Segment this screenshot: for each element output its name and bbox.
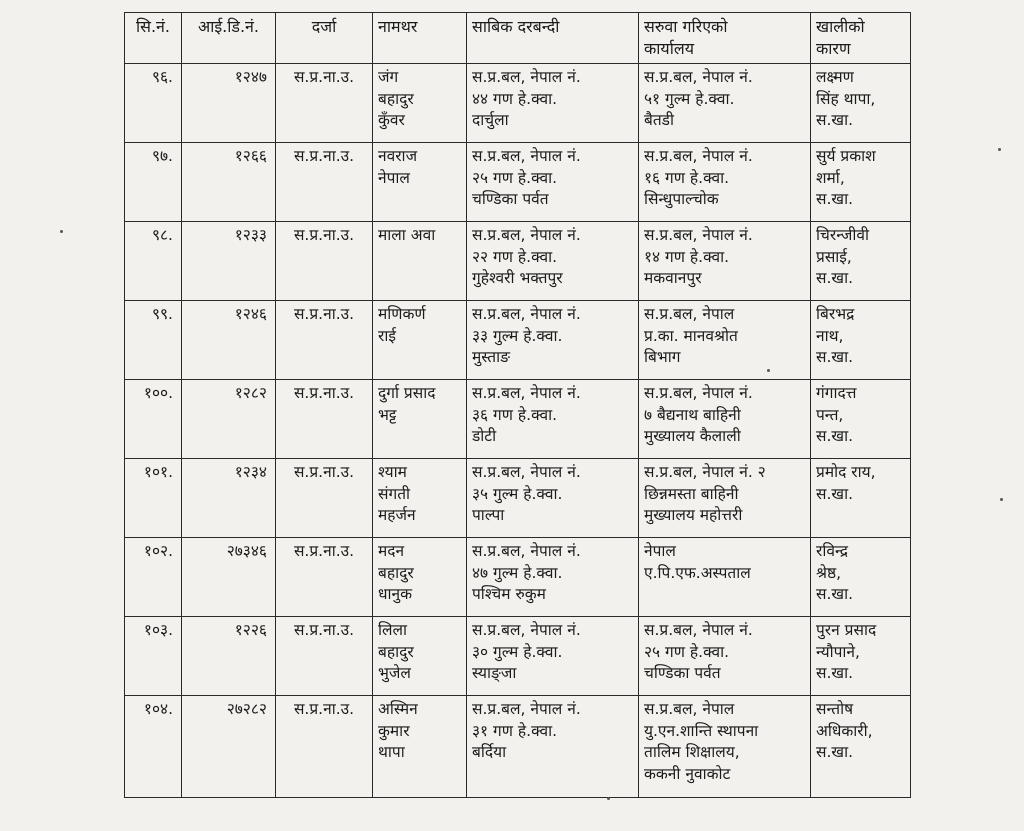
cell-text-line: सन्तोष <box>816 700 854 718</box>
cell-name <box>373 222 467 301</box>
transfer-table <box>124 12 911 798</box>
header-text-line: आई.डि.नं. <box>197 17 260 36</box>
cell-text-line: बहादुर <box>378 89 414 108</box>
cell-transferred-office <box>639 143 811 222</box>
cell-text-line: तालिम शिक्षालय, <box>644 743 740 761</box>
cell-text-line: प्रमोद राय, <box>816 463 876 481</box>
cell-text-line: स.प्र.बल, नेपाल नं. <box>472 147 581 165</box>
table-row <box>125 380 911 459</box>
cell-text-line: मुख्यालय महोत्तरी <box>644 506 743 524</box>
scan-speck <box>998 148 1001 151</box>
cell-text-line: स.खा. <box>816 484 854 503</box>
header-text-line: सरुवा गरिएको <box>644 17 728 36</box>
cell-text-line: स.प्र.बल, नेपाल नं. <box>644 226 753 244</box>
cell-name <box>373 617 467 696</box>
cell-text-line: ककनी नुवाकोट <box>644 764 731 783</box>
cell-text-line: स.प्र.बल, नेपाल नं. <box>472 700 581 718</box>
cell-text-line: चण्डिका पर्वत <box>472 190 549 208</box>
cell-serial-number: ९६. <box>125 64 182 143</box>
cell-text-line: मुस्ताङ <box>472 348 511 366</box>
cell-text-line: स्याङ्जा <box>472 664 517 682</box>
table-row <box>125 301 911 380</box>
cell-text-line: स.प्र.बल, नेपाल नं. <box>644 147 753 165</box>
cell-text-line: गुहेश्वरी भक्तपुर <box>472 269 563 287</box>
cell-text-line: नवराज <box>378 147 418 165</box>
cell-text-line: स.प्र.बल, नेपाल नं. <box>472 463 581 481</box>
cell-rank: स.प्र.ना.उ. <box>276 696 373 798</box>
cell-text-line: स.प्र.बल, नेपाल नं. <box>644 384 753 402</box>
cell-text-line: स.प्र.बल, नेपाल <box>644 700 735 718</box>
cell-text-line: मुख्यालय कैलाली <box>644 427 741 445</box>
cell-text-line: प्रसाई, <box>816 247 852 266</box>
header-text-line: दर्जा <box>311 17 337 36</box>
cell-previous-post <box>467 696 639 798</box>
cell-text-line: भट्ट <box>378 405 397 424</box>
cell-text-line: स.खा. <box>816 743 854 761</box>
table-row <box>125 222 911 301</box>
cell-text-line: ३३ गुल्म हे.क्वा. <box>472 326 563 345</box>
cell-text-line: कुमार <box>378 721 410 740</box>
cell-text-line: डोटी <box>472 427 497 445</box>
scan-speck <box>767 369 770 372</box>
cell-text-line: ३५ गुल्म हे.क्वा. <box>472 484 563 503</box>
cell-text-line: ४४ गण हे.क्वा. <box>472 89 558 108</box>
cell-serial-number: ९८. <box>125 222 182 301</box>
header-vacancy-reason <box>811 13 911 64</box>
cell-serial-number: १०४. <box>125 696 182 798</box>
cell-name <box>373 143 467 222</box>
cell-text-line: नाथ, <box>816 326 844 345</box>
cell-text-line: जंग <box>378 68 399 86</box>
cell-text-line: महर्जन <box>378 506 416 524</box>
cell-text-line: पन्त, <box>816 405 844 424</box>
cell-text-line: स.खा. <box>816 664 854 682</box>
cell-text-line: धानुक <box>378 585 413 603</box>
cell-text-line: स.प्र.बल, नेपाल नं. <box>472 68 581 86</box>
cell-text-line: अस्मिन <box>378 700 418 718</box>
cell-id-number: १२२६ <box>182 617 276 696</box>
cell-serial-number: १०२. <box>125 538 182 617</box>
cell-text-line: स.प्र.बल, नेपाल नं. <box>644 621 753 639</box>
cell-text-line: स.खा. <box>816 427 854 445</box>
table-header-row <box>125 13 911 64</box>
scan-speck <box>1000 498 1003 501</box>
cell-text-line: न्यौपाने, <box>816 642 860 661</box>
header-transferred-office <box>639 13 811 64</box>
cell-rank: स.प्र.ना.उ. <box>276 143 373 222</box>
cell-id-number: २७३४६ <box>182 538 276 617</box>
cell-name <box>373 380 467 459</box>
cell-text-line: बिभाग <box>644 348 681 366</box>
cell-vacancy-reason <box>811 222 911 301</box>
cell-text-line: स.खा. <box>816 269 854 287</box>
cell-rank: स.प्र.ना.उ. <box>276 301 373 380</box>
cell-text-line: माला अवा <box>378 226 436 244</box>
cell-text-line: नेपाल <box>378 168 410 187</box>
cell-serial-number: ९७. <box>125 143 182 222</box>
table-row <box>125 143 911 222</box>
cell-transferred-office <box>639 459 811 538</box>
header-text-line: खालीको <box>816 17 865 36</box>
header-text-line: साबिक दरबन्दी <box>472 17 560 36</box>
cell-name <box>373 301 467 380</box>
cell-text-line: मदन <box>378 542 405 560</box>
cell-text-line: स.प्र.बल, नेपाल नं. <box>472 305 581 323</box>
cell-vacancy-reason <box>811 459 911 538</box>
cell-text-line: लक्ष्मण <box>816 68 854 86</box>
cell-text-line: रविन्द्र <box>816 542 848 560</box>
cell-id-number: १२८२ <box>182 380 276 459</box>
cell-previous-post <box>467 459 639 538</box>
header-text-line: नामथर <box>378 17 418 36</box>
cell-serial-number: १०१. <box>125 459 182 538</box>
cell-id-number: २७२८२ <box>182 696 276 798</box>
cell-transferred-office <box>639 380 811 459</box>
cell-rank: स.प्र.ना.उ. <box>276 64 373 143</box>
cell-text-line: चिरन्जीवी <box>816 226 869 244</box>
cell-text-line: स.प्र.बल, नेपाल नं. २ <box>644 463 766 481</box>
cell-name <box>373 696 467 798</box>
cell-text-line: गंगादत्त <box>816 384 857 402</box>
cell-id-number: १२३४ <box>182 459 276 538</box>
cell-text-line: स.प्र.बल, नेपाल नं. <box>644 68 753 86</box>
cell-text-line: २५ गण हे.क्वा. <box>644 642 730 661</box>
cell-transferred-office <box>639 301 811 380</box>
cell-text-line: नेपाल <box>644 542 676 560</box>
header-text-line: कार्यालय <box>644 38 694 58</box>
cell-text-line: दार्चुला <box>472 111 509 129</box>
cell-text-line: २५ गण हे.क्वा. <box>472 168 558 187</box>
cell-text-line: ३६ गण हे.क्वा. <box>472 405 558 424</box>
header-rank <box>276 13 373 64</box>
cell-id-number: १२४६ <box>182 301 276 380</box>
cell-text-line: बहादुर <box>378 563 414 582</box>
cell-text-line: पाल्पा <box>472 506 505 524</box>
table-row <box>125 617 911 696</box>
cell-text-line: ४७ गुल्म हे.क्वा. <box>472 563 563 582</box>
cell-name <box>373 538 467 617</box>
cell-text-line: सुर्य प्रकाश <box>816 147 876 165</box>
table-row <box>125 64 911 143</box>
cell-vacancy-reason <box>811 617 911 696</box>
cell-rank: स.प्र.ना.उ. <box>276 459 373 538</box>
cell-text-line: ७ बैद्यनाथ बाहिनी <box>644 405 741 424</box>
cell-text-line: छिन्नमस्ता बाहिनी <box>644 484 739 503</box>
scan-speck <box>607 797 610 800</box>
cell-text-line: सिंह थापा, <box>816 89 876 108</box>
cell-text-line: स.प्र.बल, नेपाल नं. <box>472 226 581 244</box>
cell-vacancy-reason <box>811 380 911 459</box>
cell-rank: स.प्र.ना.उ. <box>276 380 373 459</box>
cell-text-line: दुर्गा प्रसाद <box>378 384 436 402</box>
cell-id-number: १२३३ <box>182 222 276 301</box>
cell-text-line: चण्डिका पर्वत <box>644 664 721 682</box>
scan-speck <box>60 230 63 233</box>
cell-text-line: स.खा. <box>816 111 854 129</box>
cell-rank: स.प्र.ना.उ. <box>276 617 373 696</box>
cell-text-line: ३१ गण हे.क्वा. <box>472 721 558 740</box>
cell-vacancy-reason <box>811 538 911 617</box>
table-row <box>125 459 911 538</box>
cell-text-line: श्याम <box>378 463 407 481</box>
header-previous-post <box>467 13 639 64</box>
cell-transferred-office <box>639 538 811 617</box>
cell-previous-post <box>467 64 639 143</box>
header-name <box>373 13 467 64</box>
cell-text-line: स.प्र.बल, नेपाल <box>644 305 735 323</box>
cell-text-line: ५१ गुल्म हे.क्वा. <box>644 89 735 108</box>
cell-text-line: स.खा. <box>816 190 854 208</box>
cell-text-line: स.प्र.बल, नेपाल नं. <box>472 384 581 402</box>
cell-text-line: मणिकर्ण <box>378 305 426 323</box>
cell-text-line: शर्मा, <box>816 168 845 187</box>
cell-text-line: यु.एन.शान्ति स्थापना <box>644 721 759 740</box>
cell-text-line: बहादुर <box>378 642 414 661</box>
cell-transferred-office <box>639 696 811 798</box>
cell-previous-post <box>467 617 639 696</box>
cell-text-line: कुँवर <box>378 111 405 129</box>
header-serial-number <box>125 13 182 64</box>
cell-previous-post <box>467 380 639 459</box>
cell-id-number: १२४७ <box>182 64 276 143</box>
cell-serial-number: ९९. <box>125 301 182 380</box>
cell-text-line: राई <box>378 326 396 345</box>
cell-serial-number: १०३. <box>125 617 182 696</box>
cell-text-line: पश्चिम रुकुम <box>472 585 546 603</box>
table-row <box>125 696 911 798</box>
cell-text-line: बर्दिया <box>472 743 507 761</box>
cell-text-line: प्र.का. मानवश्रोत <box>644 326 738 345</box>
cell-previous-post <box>467 538 639 617</box>
table-row <box>125 538 911 617</box>
cell-text-line: १६ गण हे.क्वा. <box>644 168 730 187</box>
cell-text-line: भुजेल <box>378 664 411 682</box>
header-id-number <box>182 13 276 64</box>
cell-name <box>373 459 467 538</box>
cell-text-line: ए.पि.एफ.अस्पताल <box>644 563 751 582</box>
cell-text-line: लिला <box>378 621 408 639</box>
cell-previous-post <box>467 301 639 380</box>
cell-transferred-office <box>639 64 811 143</box>
cell-text-line: स.प्र.बल, नेपाल नं. <box>472 621 581 639</box>
cell-rank: स.प्र.ना.उ. <box>276 222 373 301</box>
cell-text-line: स.खा. <box>816 585 854 603</box>
cell-serial-number: १००. <box>125 380 182 459</box>
cell-transferred-office <box>639 617 811 696</box>
cell-vacancy-reason <box>811 64 911 143</box>
cell-name <box>373 64 467 143</box>
cell-text-line: बैतडी <box>644 111 674 129</box>
cell-text-line: मकवानपुर <box>644 269 702 287</box>
cell-text-line: ३० गुल्म हे.क्वा. <box>472 642 563 661</box>
cell-text-line: थापा <box>378 743 405 761</box>
cell-text-line: सिन्धुपाल्चोक <box>644 190 719 208</box>
header-text-line: कारण <box>816 38 851 58</box>
cell-transferred-office <box>639 222 811 301</box>
cell-text-line: १४ गण हे.क्वा. <box>644 247 730 266</box>
cell-previous-post <box>467 222 639 301</box>
cell-vacancy-reason <box>811 143 911 222</box>
cell-text-line: श्रेष्ठ, <box>816 563 842 582</box>
cell-text-line: २२ गण हे.क्वा. <box>472 247 558 266</box>
header-text-line: सि.नं. <box>135 17 170 36</box>
cell-text-line: स.प्र.बल, नेपाल नं. <box>472 542 581 560</box>
cell-vacancy-reason <box>811 696 911 798</box>
cell-text-line: बिरभद्र <box>816 305 855 323</box>
cell-text-line: स.खा. <box>816 348 854 366</box>
cell-text-line: पुरन प्रसाद <box>816 621 877 639</box>
cell-previous-post <box>467 143 639 222</box>
cell-id-number: १२६६ <box>182 143 276 222</box>
cell-text-line: अधिकारी, <box>816 721 873 740</box>
cell-vacancy-reason <box>811 301 911 380</box>
cell-rank: स.प्र.ना.उ. <box>276 538 373 617</box>
cell-text-line: संगती <box>378 484 411 503</box>
